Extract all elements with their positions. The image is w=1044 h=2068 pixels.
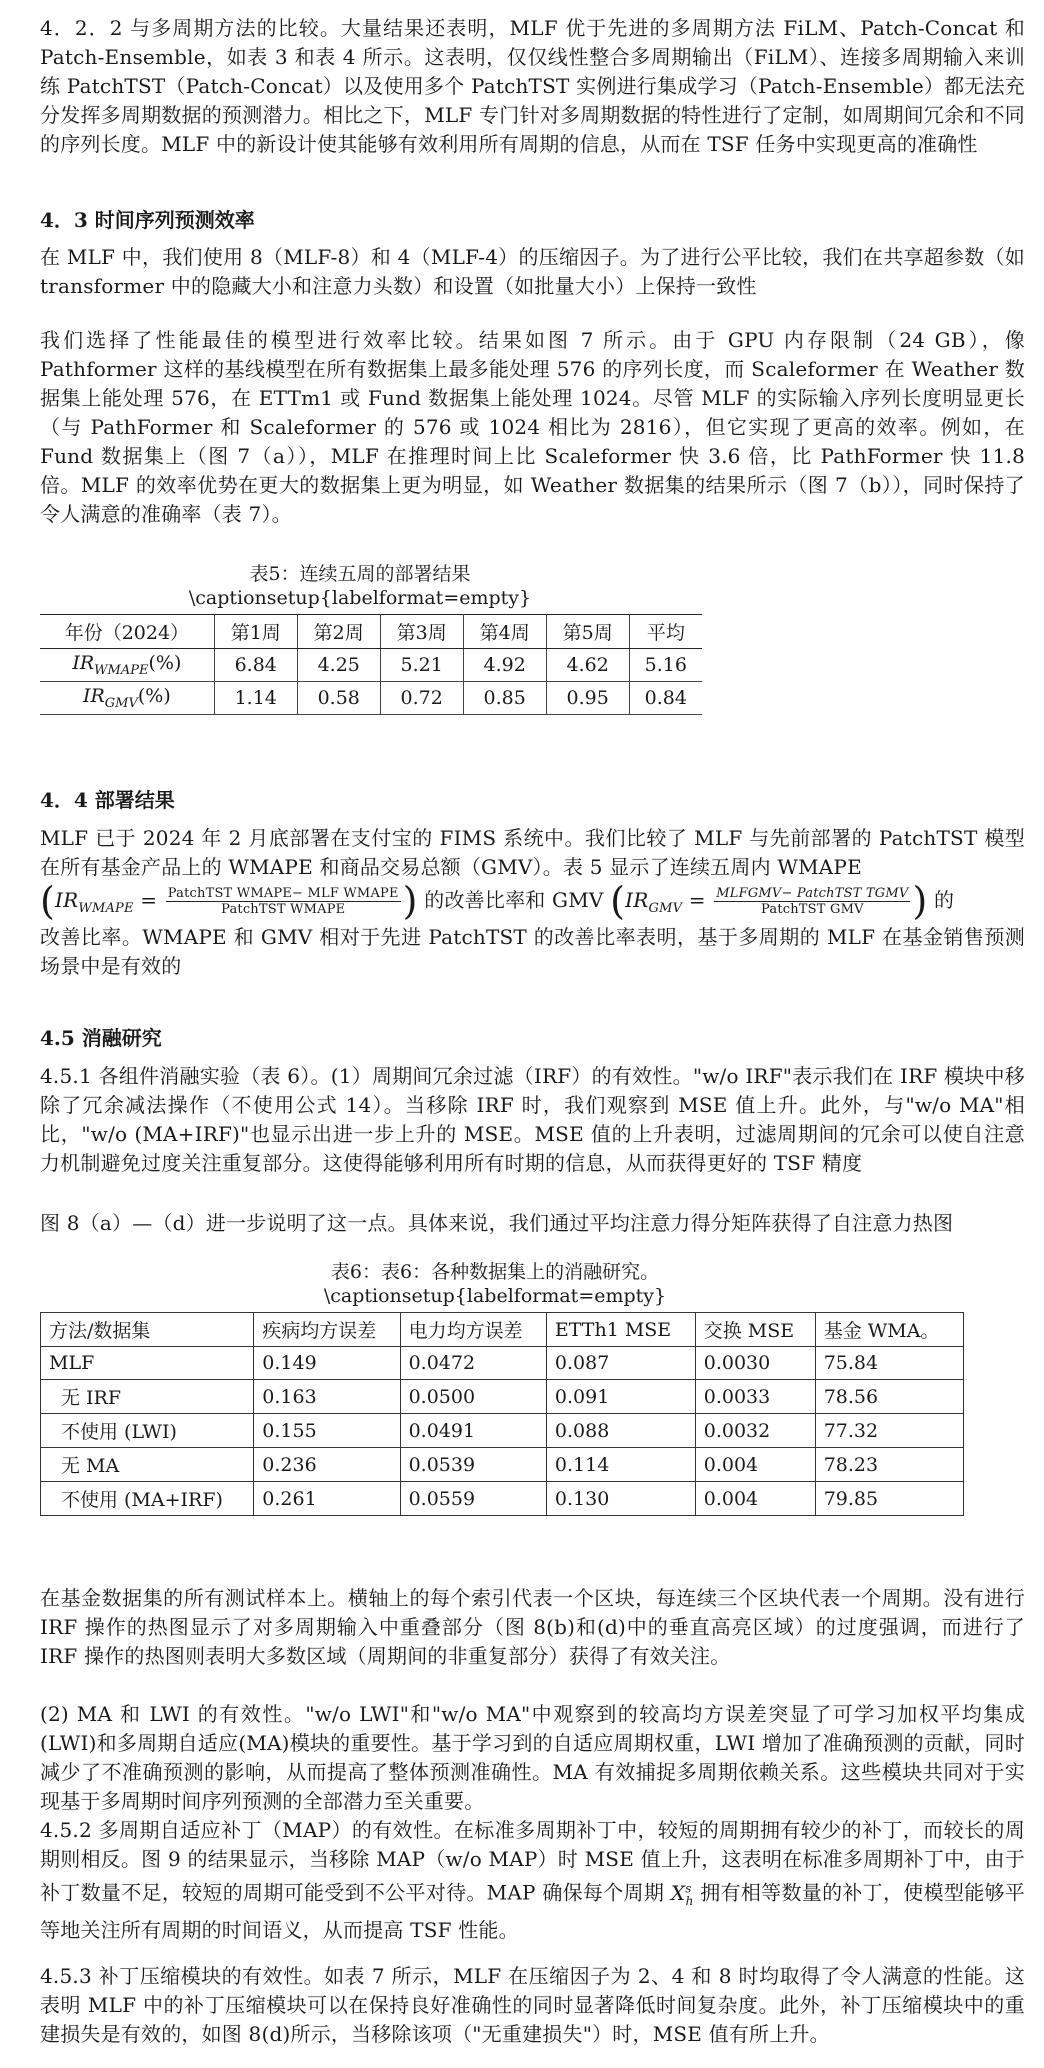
table6-cell: 0.114 bbox=[546, 1448, 695, 1482]
table5-cell: 0.58 bbox=[297, 681, 380, 714]
section-4-3-heading: 4．3 时间序列预测效率 bbox=[40, 208, 255, 232]
table5-cell: 4.92 bbox=[463, 649, 546, 682]
table5-caption-text: 表5：连续五周的部署结果 bbox=[249, 563, 471, 585]
table5-cell: 1.14 bbox=[214, 681, 297, 714]
section-4-4-text-a: MLF 已于 2024 年 2 月底部署在支付宝的 FIMS 系统中。我们比较了 MLF 与先前部署的 PatchTST 模型在所有基金产品上的 WMAPE 和商品交易总额（GMV）。表 5 显示了连续五周内 WMAPE bbox=[40, 826, 1025, 879]
section-4-2-2-paragraph: 4．2．2 与多周期方法的比较。大量结果还表明，MLF 优于先进的多周期方法 FiLM、Patch-Concat 和 Patch-Ensemble，如表 3 和表 4 所示。这表明，仅仅线性整合多周期输出（FiLM）、连接多周期输入来训练 PatchTST（Patch-Concat）以及使用多个 PatchTST 实例进行集成学习（Patch-Ensemble）都无法充分发挥多周期数据的预测潜力。相比之下，MLF 专门针对多周期数据的特性进行了定制，如周期间冗余和不同的序列长度。MLF 中的新设计使其能够有效利用所有周期的信息，从而在 TSF 任务中实现更高的准确性 bbox=[40, 16, 1025, 156]
table6-cell: 0.087 bbox=[546, 1347, 695, 1380]
table6-cell: 0.149 bbox=[254, 1347, 400, 1380]
section-4-5-2-paragraph bbox=[40, 1816, 1025, 1945]
table6-caption bbox=[270, 1260, 720, 1308]
section-4-5-2-math: $X^s_h$ bbox=[670, 1880, 694, 1908]
table-row bbox=[41, 1482, 964, 1516]
table5-header-cell: 第5周 bbox=[546, 615, 629, 649]
section-4-4-text-b: 改善比率。WMAPE 和 GMV 相对于先进 PatchTST 的改善比率表明，基于多周期的 MLF 在基金销售预测场景中是有效的 bbox=[40, 925, 1025, 978]
table5-cell: 5.21 bbox=[380, 649, 463, 682]
table6-cell: 79.85 bbox=[815, 1482, 963, 1516]
table6-cell: 78.23 bbox=[815, 1448, 963, 1482]
table6 bbox=[40, 1312, 964, 1516]
table6-header-cell: 方法/数据集 bbox=[41, 1313, 254, 1347]
table5-caption-raw: \captionsetup{labelformat=empty} bbox=[188, 587, 532, 609]
formula-line: ($IR_{WMAPE}$ = $\frac{\text{PatchTST WMAPE− MLF WMAPE}}{\text{PatchTST WMAPE}}$ ) 的改善比率和 GMV ($IR_{GMV}$ = $\frac{\text{MLFGMV− PatchTST TGMV}}{\text{PatchTST GMV}}$ ) 的 bbox=[40, 879, 955, 923]
table6-header-cell: 基金 WMA。 bbox=[815, 1313, 963, 1347]
table5-cell: 0.84 bbox=[629, 681, 702, 714]
table-row bbox=[40, 681, 702, 714]
table6-cell: 不使用 (MA+IRF) bbox=[41, 1482, 254, 1516]
table6-cell: 0.004 bbox=[695, 1448, 815, 1482]
table-row bbox=[40, 649, 702, 682]
table5-caption bbox=[160, 562, 560, 610]
section-4-5-2-text-a: 4.5.2 多周期自适应补丁（MAP）的有效性。在标准多周期补丁中，较短的周期拥有较少的补丁，而较长的周期则相反。图 9 的结果显示，当移除 MAP（w/o MAP）时 MSE 值上升，这表明在标准多周期补丁中，由于补丁数量不足，较短的周期可能受到不公平对待。MAP 确保每个周期 bbox=[40, 1818, 1025, 1905]
table6-cell: 0.0032 bbox=[695, 1414, 815, 1448]
table6-cell: 不使用 (LWI) bbox=[41, 1414, 254, 1448]
table5-cell: 4.25 bbox=[297, 649, 380, 682]
table6-cell: 0.236 bbox=[254, 1448, 400, 1482]
ma-lwi-paragraph: (2) MA 和 LWI 的有效性。"w/o LWI"和"w/o MA"中观察到的较高均方误差突显了可学习加权平均集成(LWI)和多周期自适应(MA)模块的重要性。基于学习到的自适应周期权重，LWI 增加了准确预测的贡献，同时减少了不准确预测的影响，从而提高了整体预测准确性。MA 有效捕捉多周期依赖关系。这些模块共同对于实现基于多周期时间序列预测的全部潜力至关重要。 bbox=[40, 1702, 1025, 1813]
formula1-fraction bbox=[166, 886, 401, 917]
table5-row-label: $IR_{GMV}(\%)$ bbox=[40, 681, 214, 714]
formula2-fraction bbox=[714, 886, 910, 917]
table6-cell: 0.0491 bbox=[400, 1414, 546, 1448]
formula2-lhs: IR bbox=[625, 888, 649, 912]
table5-cell: 0.95 bbox=[546, 681, 629, 714]
table6-caption-text: 表6：表6：各种数据集上的消融研究。 bbox=[330, 1261, 660, 1283]
table6-cell: 77.32 bbox=[815, 1414, 963, 1448]
table-row bbox=[41, 1347, 964, 1380]
table6-header-cell: 疾病均方误差 bbox=[254, 1313, 400, 1347]
table-row bbox=[41, 1380, 964, 1414]
formula1-lhs-sub: WMAPE bbox=[78, 901, 134, 916]
table6-header-cell: 交换 MSE bbox=[695, 1313, 815, 1347]
section-4-5-heading: 4.5 消融研究 bbox=[40, 1026, 162, 1050]
figure8-paragraph: 图 8（a）—（d）进一步说明了这一点。具体来说，我们通过平均注意力得分矩阵获得了自注意力热图 bbox=[40, 1211, 954, 1235]
table6-cell: 78.56 bbox=[815, 1380, 963, 1414]
table6-header-row bbox=[41, 1313, 964, 1347]
formula2-denominator: PatchTST GMV bbox=[761, 902, 864, 917]
table6-cell: 0.0033 bbox=[695, 1380, 815, 1414]
table6-cell: 0.0472 bbox=[400, 1347, 546, 1380]
table6-header-cell: 电力均方误差 bbox=[400, 1313, 546, 1347]
table6-cell: 0.0539 bbox=[400, 1448, 546, 1482]
table6-cell: 0.0030 bbox=[695, 1347, 815, 1380]
formula2-lhs-sub: GMV bbox=[648, 901, 683, 916]
section-4-5-2-text-b: 拥有相等数量的补丁，使模型能够平等地关注所有周期的时间语义，从而提高 TSF 性能。 bbox=[40, 1880, 1026, 1942]
table5-header-cell: 第3周 bbox=[380, 615, 463, 649]
section-4-4-heading: 4．4 部署结果 bbox=[40, 788, 175, 812]
table5-cell: 0.85 bbox=[463, 681, 546, 714]
table6-cell: 无 MA bbox=[41, 1448, 254, 1482]
section-4-4-paragraph bbox=[40, 824, 1025, 981]
table5-header-row bbox=[40, 615, 702, 649]
section-4-4-mid-text: 的改善比率和 GMV bbox=[424, 888, 604, 912]
heatmap-paragraph: 在基金数据集的所有测试样本上。横轴上的每个索引代表一个区块，每连续三个区块代表一个周期。没有进行 IRF 操作的热图显示了对多周期输入中重叠部分（图 8(b)和(d)中的垂直高亮区域）的过度强调，而进行了 IRF 操作的热图则表明大多数区域（周期间的非重复部分）获得了有效关注。 bbox=[40, 1586, 1025, 1668]
table5-header-cell: 平均 bbox=[629, 615, 702, 649]
table5-header-cell: 第4周 bbox=[463, 615, 546, 649]
table6-cell: 75.84 bbox=[815, 1347, 963, 1380]
section-4-5-1-paragraph: 4.5.1 各组件消融实验（表 6）。(1）周期间冗余过滤（IRF）的有效性。"w/o IRF"表示我们在 IRF 模块中移除了冗余减法操作（不使用公式 14）。当移除 IRF 时，我们观察到 MSE 值上升。此外，与"w/o MA"相比，"w/o (MA+IRF)"也显示出进一步上升的 MSE。MSE 值的上升表明，过滤周期间的冗余可以使自注意力机制避免过度关注重复部分。这使得能够利用所有时期的信息，从而获得更好的 TSF 精度 bbox=[40, 1064, 1025, 1175]
table5-cell: 0.72 bbox=[380, 681, 463, 714]
section-4-3-paragraph-2: 我们选择了性能最佳的模型进行效率比较。结果如图 7 所示。由于 GPU 内存限制（24 GB），像 Pathformer 这样的基线模型在所有数据集上最多能处理 576 的序列长度，而 Scaleformer 在 Weather 数据集上能处理 576，在 ETTm1 或 Fund 数据集上能处理 1024。尽管 MLF 的实际输入序列长度明显更长（与 PathFormer 和 Scaleformer 的 576 或 1024 相比为 2816），但它实现了更高的效率。例如，在 Fund 数据集上（图 7（a）），MLF 在推理时间上比 Scaleformer 快 3.6 倍，比 PathFormer 快 11.8 倍。MLF 的效率优势在更大的数据集上更为明显，如 Weather 数据集的结果所示（图 7（b）），同时保持了令人满意的准确率（表 7）。 bbox=[40, 328, 1025, 526]
table6-cell: 0.155 bbox=[254, 1414, 400, 1448]
table6-cell: MLF bbox=[41, 1347, 254, 1380]
table6-cell: 0.130 bbox=[546, 1482, 695, 1516]
table5-cell: 4.62 bbox=[546, 649, 629, 682]
table6-caption-raw: \captionsetup{labelformat=empty} bbox=[323, 1285, 667, 1307]
table6-header-cell: ETTh1 MSE bbox=[546, 1313, 695, 1347]
table5-header-cell: 第2周 bbox=[297, 615, 380, 649]
table5-header-cell: 年份（2024） bbox=[40, 615, 214, 649]
formula1-denominator: PatchTST WMAPE bbox=[221, 902, 346, 917]
table-row bbox=[41, 1448, 964, 1482]
table-row bbox=[41, 1414, 964, 1448]
table6-cell: 0.091 bbox=[546, 1380, 695, 1414]
table5-cell: 5.16 bbox=[629, 649, 702, 682]
section-4-4-tail-text: 的 bbox=[934, 888, 955, 912]
section-4-5-3-paragraph: 4.5.3 补丁压缩模块的有效性。如表 7 所示，MLF 在压缩因子为 2、4 和 8 时均取得了令人满意的性能。这表明 MLF 中的补丁压缩模块可以在保持良好准确性的同时显著降低时间复杂度。此外，补丁压缩模块中的重建损失是有效的，如图 8(d)所示，当移除该项（"无重建损失"）时，MSE 值有所上升。 bbox=[40, 1964, 1025, 2046]
table6-cell: 无 IRF bbox=[41, 1380, 254, 1414]
table6-cell: 0.0559 bbox=[400, 1482, 546, 1516]
formula1-lhs: IR bbox=[55, 888, 79, 912]
formula1-numerator: PatchTST WMAPE− MLF WMAPE bbox=[167, 886, 399, 901]
table6-cell: 0.0500 bbox=[400, 1380, 546, 1414]
table5-header-cell: 第1周 bbox=[214, 615, 297, 649]
table6-cell: 0.163 bbox=[254, 1380, 400, 1414]
section-4-3-paragraph-1: 在 MLF 中，我们使用 8（MLF-8）和 4（MLF-4）的压缩因子。为了进行公平比较，我们在共享超参数（如 transformer 中的隐藏大小和注意力头数）和设置（如批量大小）上保持一致性 bbox=[40, 245, 1025, 298]
table6-cell: 0.261 bbox=[254, 1482, 400, 1516]
table5 bbox=[40, 614, 702, 715]
formula2-numerator: MLFGMV− PatchTST TGMV bbox=[716, 886, 909, 901]
table6-cell: 0.088 bbox=[546, 1414, 695, 1448]
table5-row-label: $IR_{WMAPE}(\%)$ bbox=[40, 649, 214, 682]
table6-cell: 0.004 bbox=[695, 1482, 815, 1516]
table5-cell: 6.84 bbox=[214, 649, 297, 682]
